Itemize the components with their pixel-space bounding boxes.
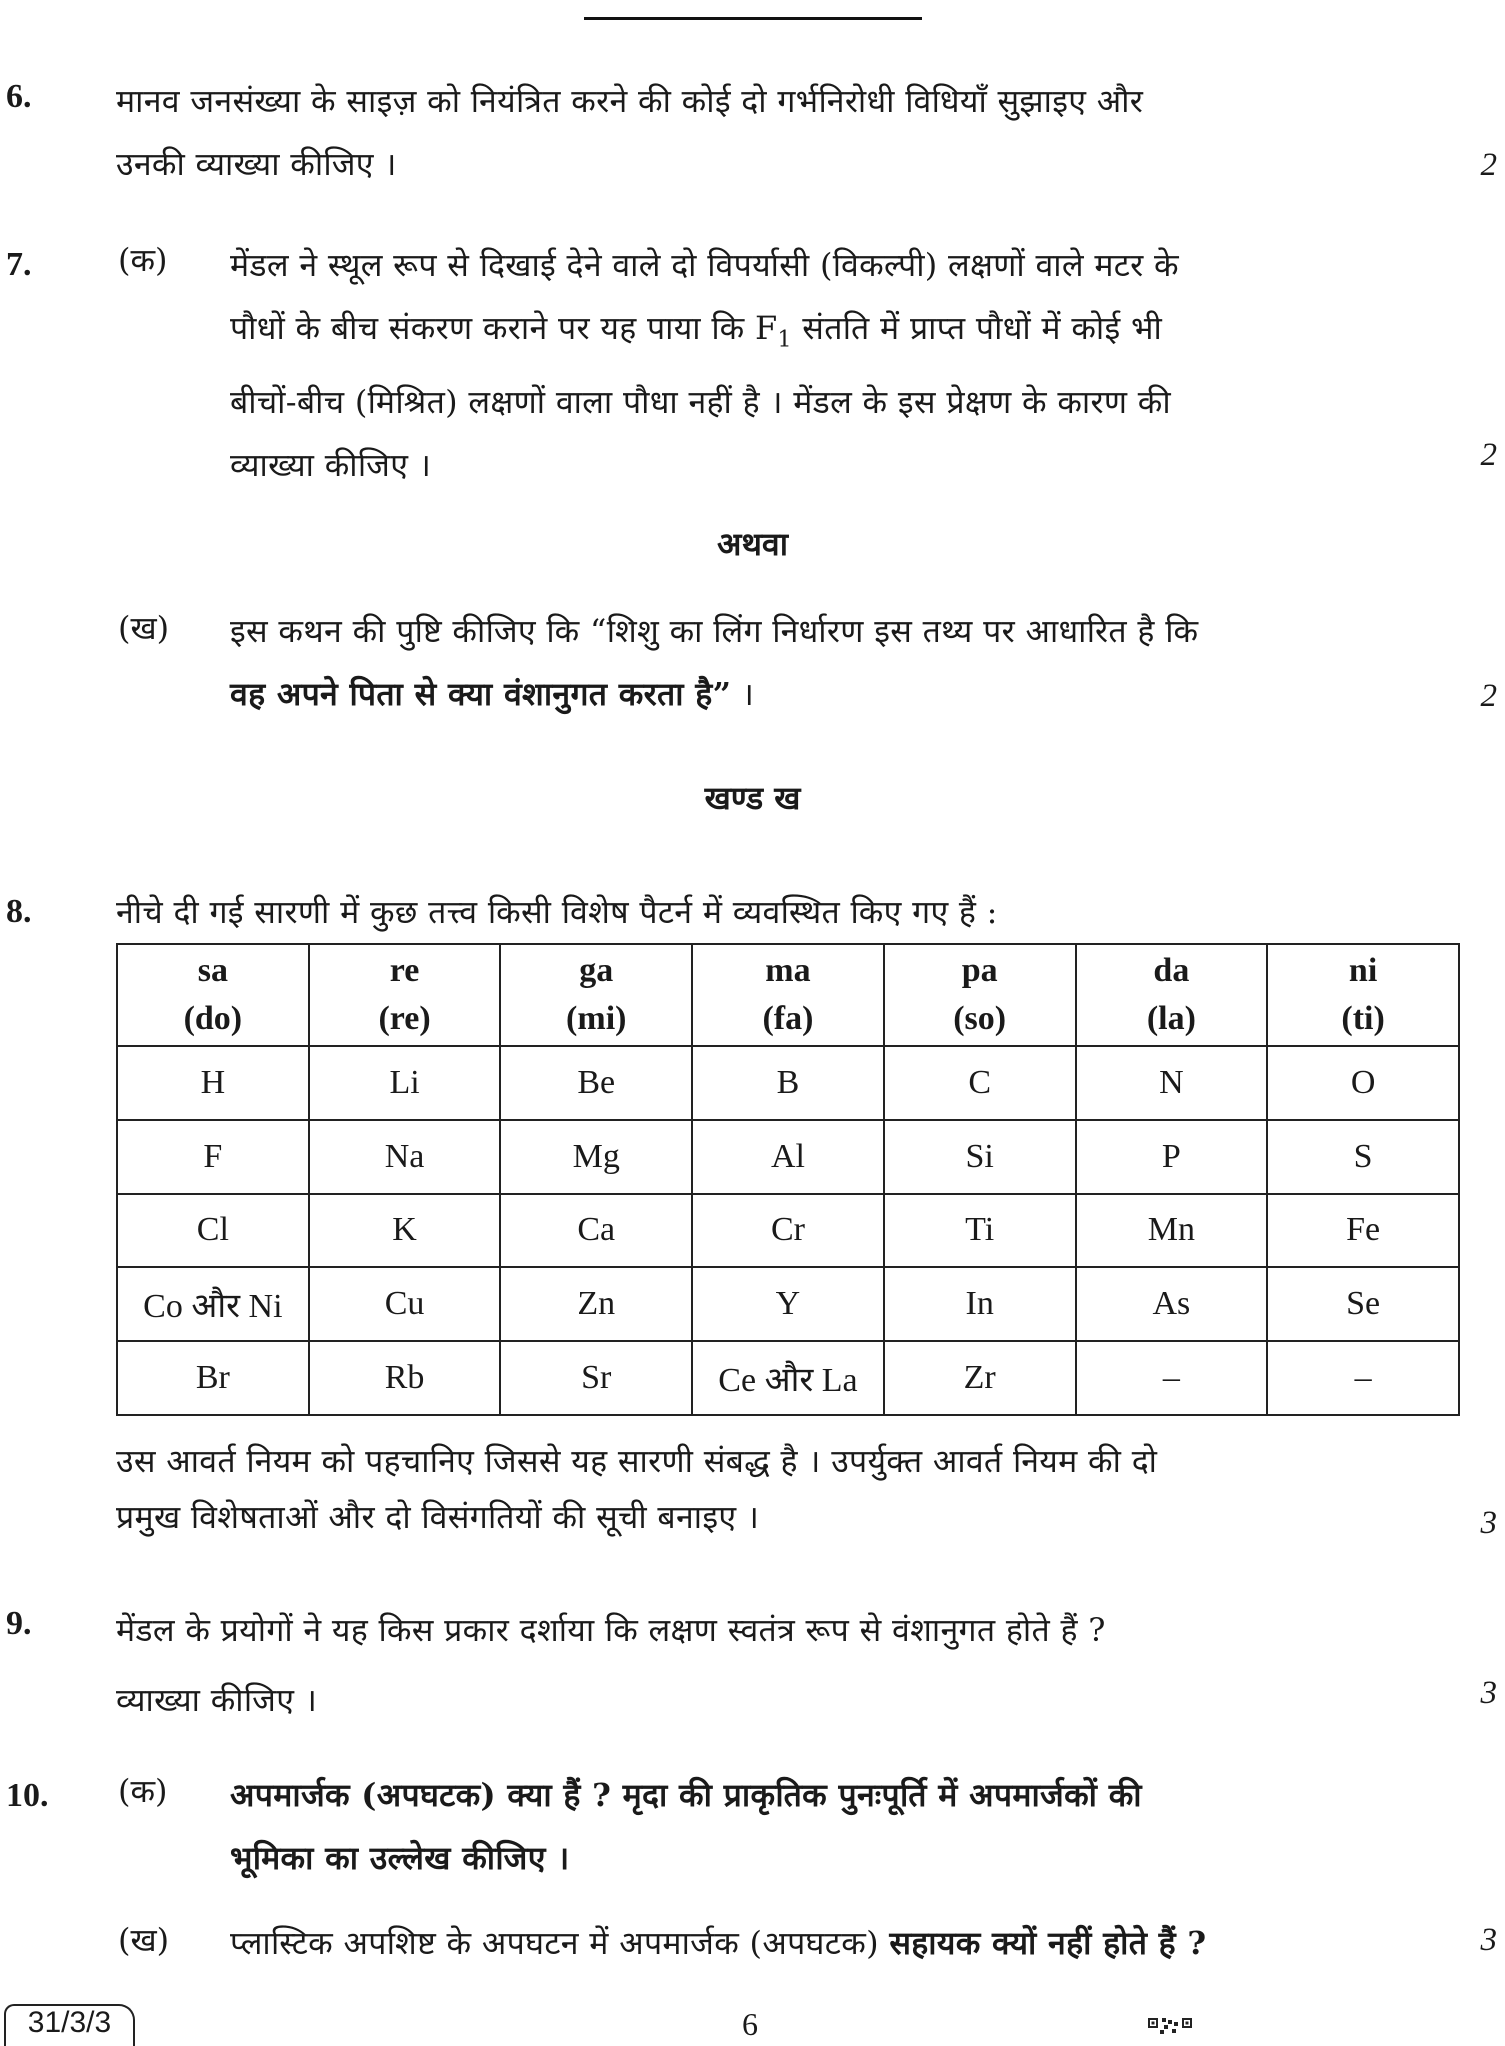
question-7a-line-3: बीचों-बीच (मिश्रित) लक्षणों वाला पौधा नहीं है । मेंडल के इस प्रेक्षण के कारण की <box>230 383 1171 422</box>
question-number-10: 10. <box>6 1777 49 1814</box>
table-header-cell: pa (so) <box>884 944 1076 1046</box>
question-7a-text <box>230 234 1410 497</box>
table-header-cell: sa (do) <box>117 944 309 1046</box>
table-cell: Be <box>500 1046 692 1120</box>
question-7b-line-1: इस कथन की पुष्टि कीजिए कि “शिशु का लिंग निर्धारण इस तथ्य पर आधारित है कि <box>230 612 1199 650</box>
table-cell: Mg <box>500 1120 692 1194</box>
question-10b-bold-text: सहायक क्यों नहीं होते हैं ? <box>889 1924 1207 1962</box>
question-number-9: 9. <box>6 1605 32 1642</box>
question-10b-marks: 3 <box>1480 1922 1497 1958</box>
table-cell: Mn <box>1076 1194 1268 1268</box>
table-cell: H <box>117 1046 309 1120</box>
table-cell: Zn <box>500 1267 692 1341</box>
table-row <box>117 1341 1459 1415</box>
table-cell: Cr <box>692 1194 884 1268</box>
table-cell: Ti <box>884 1194 1076 1268</box>
section-b-heading: खण्ड ख <box>704 779 801 817</box>
question-10a-text <box>230 1764 1410 1890</box>
question-9-line-1: मेंडल के प्रयोगों ने यह किस प्रकार दर्शाया कि लक्षण स्वतंत्र रूप से वंशानुगत होते हैं ? <box>116 1611 1106 1649</box>
question-8-marks: 3 <box>1480 1505 1497 1541</box>
table-row <box>117 1046 1459 1120</box>
table-header-row <box>117 944 1459 1046</box>
question-7a-line-2-end: संतति में प्राप्त पौधों में कोई भी <box>802 309 1163 347</box>
table-cell: As <box>1076 1267 1268 1341</box>
question-10a-label: (क) <box>118 1772 168 1810</box>
question-7b-marks: 2 <box>1480 678 1497 714</box>
question-7b-line-2 <box>230 663 1410 726</box>
table-row <box>117 1120 1459 1194</box>
table-cell: Se <box>1267 1267 1459 1341</box>
question-8-text <box>116 1433 1410 1545</box>
table-cell: Na <box>309 1120 501 1194</box>
question-6-text <box>116 70 1410 196</box>
table-header-cell: ga (mi) <box>500 944 692 1046</box>
question-9-text <box>116 1595 1410 1735</box>
question-9-marks: 3 <box>1480 1675 1497 1711</box>
table-cell: Cl <box>117 1194 309 1268</box>
question-7a-line-4: व्याख्या कीजिए । <box>230 446 432 485</box>
question-9-line-2: व्याख्या कीजिए । <box>116 1681 318 1719</box>
table-cell: Y <box>692 1267 884 1341</box>
question-7a-marks: 2 <box>1480 437 1497 473</box>
table-cell: P <box>1076 1120 1268 1194</box>
question-7a-line-2 <box>230 297 1410 371</box>
question-8-line-2: प्रमुख विशेषताओं और दो विसंगतियों की सूची बनाइए । <box>116 1498 760 1536</box>
question-number-6: 6. <box>6 78 32 115</box>
question-7b-label: (ख) <box>118 609 170 647</box>
question-7a-label: (क) <box>118 241 168 279</box>
table-cell: Al <box>692 1120 884 1194</box>
table-cell: Si <box>884 1120 1076 1194</box>
question-7a-line-1: मेंडल ने स्थूल रूप से दिखाई देने वाले दो विपर्यासी (विकल्पी) लक्षणों वाले मटर के <box>230 246 1179 284</box>
table-cell: B <box>692 1046 884 1120</box>
table-cell: Zr <box>884 1341 1076 1415</box>
table-cell: Br <box>117 1341 309 1415</box>
question-7b-line-2-end: । <box>731 675 755 713</box>
question-10b-text-start: प्लास्टिक अपशिष्ट के अपघटन में अपमार्जक (अपघटक) <box>230 1924 890 1962</box>
table-header-cell: da (la) <box>1076 944 1268 1046</box>
table-cell: Sr <box>500 1341 692 1415</box>
table-cell: S <box>1267 1120 1459 1194</box>
table-cell: O <box>1267 1046 1459 1120</box>
table-cell: F <box>117 1120 309 1194</box>
question-10a-line-2: भूमिका का उल्लेख कीजिए । <box>230 1839 570 1877</box>
question-7b-text <box>230 600 1410 726</box>
question-7a-line-2-start: पौधों के बीच संकरण कराने पर यह पाया कि F <box>230 309 778 347</box>
table-cell: Cu <box>309 1267 501 1341</box>
table-cell: Li <box>309 1046 501 1120</box>
paper-code-box: 31/3/3 <box>4 2004 135 2046</box>
page-number: 6 <box>742 2006 758 2042</box>
table-cell: N <box>1076 1046 1268 1120</box>
table-row <box>117 1267 1459 1341</box>
table-cell: C <box>884 1046 1076 1120</box>
table-cell: Fe <box>1267 1194 1459 1268</box>
question-10b-line <box>230 1912 1410 1975</box>
table-cell: – <box>1267 1341 1459 1415</box>
table-header-cell: ma (fa) <box>692 944 884 1046</box>
table-cell: Ca <box>500 1194 692 1268</box>
elements-table <box>116 943 1460 1416</box>
question-6-line-2: उनकी व्याख्या कीजिए । <box>116 145 397 183</box>
table-cell: In <box>884 1267 1076 1341</box>
question-6-line-1: मानव जनसंख्या के साइज़ को नियंत्रित करने की कोई दो गर्भनिरोधी विधियाँ सुझाइए और <box>116 82 1144 120</box>
table-header-cell: re (re) <box>309 944 501 1046</box>
table-cell: Co और Ni <box>117 1267 309 1341</box>
table-row <box>117 1194 1459 1268</box>
f1-subscript: 1 <box>777 327 792 353</box>
question-number-7: 7. <box>6 246 32 283</box>
question-number-8: 8. <box>6 893 32 930</box>
question-10b-text <box>230 1912 1410 1975</box>
table-header-cell: ni (ti) <box>1267 944 1459 1046</box>
table-cell: Ce और La <box>692 1341 884 1415</box>
or-heading: अथवा <box>717 525 788 563</box>
question-10b-label: (ख) <box>118 1921 170 1959</box>
table-cell: – <box>1076 1341 1268 1415</box>
qr-code-icon <box>1148 2018 1192 2034</box>
table-cell: Rb <box>309 1341 501 1415</box>
question-7b-bold-statement: वह अपने पिता से क्या वंशानुगत करता है” <box>230 675 732 713</box>
question-8-line-1: उस आवर्त नियम को पहचानिए जिससे यह सारणी संबद्ध है । उपर्युक्त आवर्त नियम की दो <box>116 1442 1158 1480</box>
top-rule <box>584 17 922 20</box>
question-10a-line-1: अपमार्जक (अपघटक) क्या हैं ? मृदा की प्राकृतिक पुनःपूर्ति में अपमार्जकों की <box>230 1776 1142 1814</box>
question-8-intro-line: नीचे दी गई सारणी में कुछ तत्त्व किसी विशेष पैटर्न में व्यवस्थित किए गए हैं : <box>116 893 998 931</box>
question-6-marks: 2 <box>1480 147 1497 183</box>
table-cell: K <box>309 1194 501 1268</box>
question-8-intro <box>116 881 1416 944</box>
